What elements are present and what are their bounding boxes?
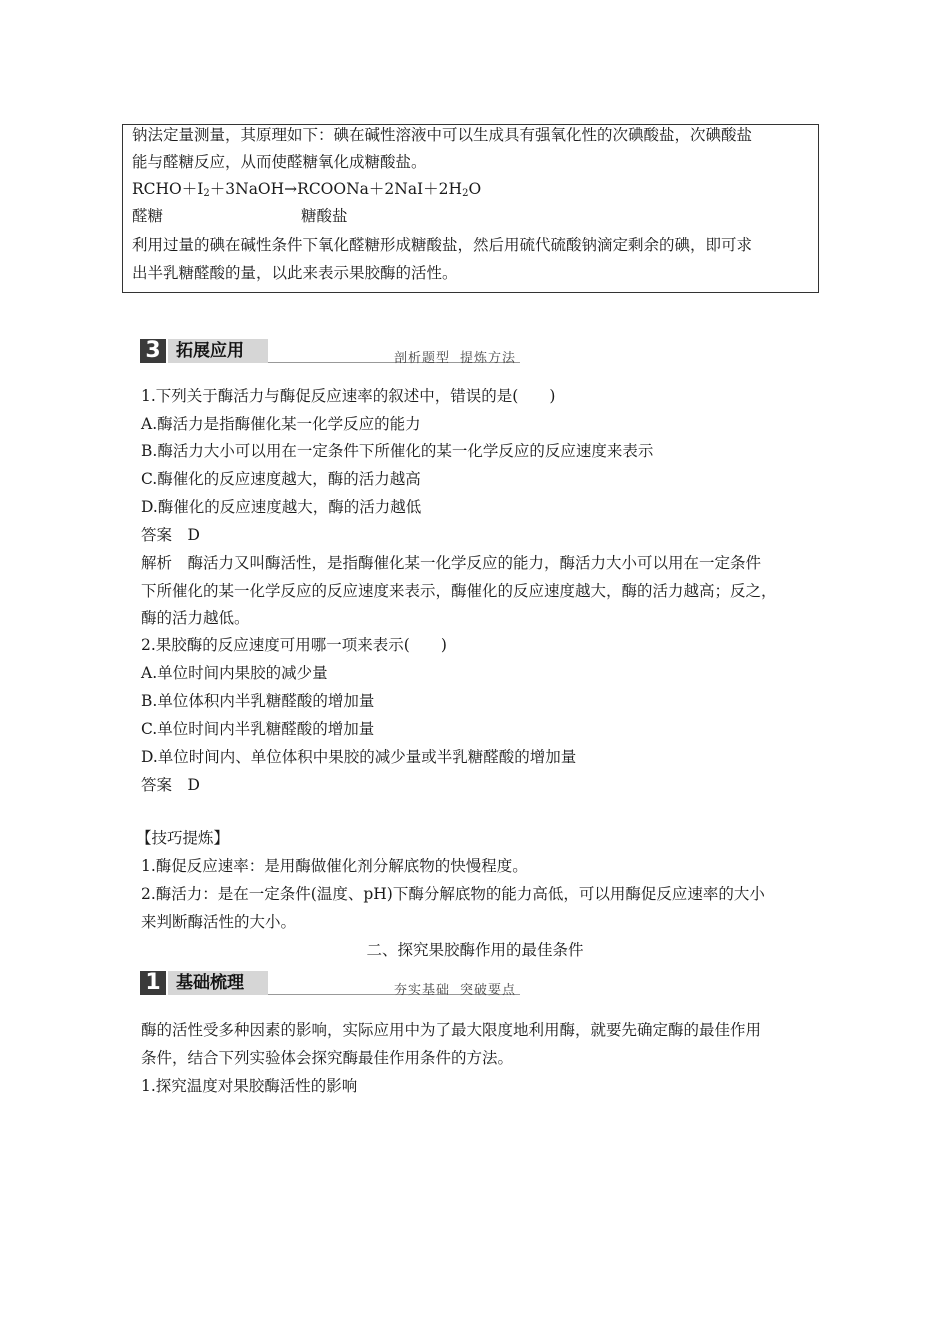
section-title: 拓展应用 [168, 339, 268, 363]
tips-item: 1.酶促反应速率：是用酶做催化剂分解底物的快慢程度。 [141, 857, 528, 875]
tips-heading: 【技巧提炼】 [136, 829, 230, 847]
option-d: D.酶催化的反应速度越大，酶的活力越低 [141, 498, 422, 516]
subtitle-part: 剖析题型 [393, 351, 450, 366]
section-number: 3 [140, 339, 166, 363]
box-line: 利用过量的碘在碱性条件下氧化醛糖形成糖酸盐，然后用硫代硫酸钠滴定剩余的碘，即可求 [132, 236, 753, 254]
tips-item: 2.酶活力：是在一定条件(温度、pH)下酶分解底物的能力高低，可以用酶促反应速率的大小 [141, 885, 765, 903]
section-header-basics [140, 970, 520, 998]
subtitle-part: 突破要点 [459, 983, 516, 998]
question-stem: 2.果胶酶的反应速度可用哪一项来表示( ) [141, 636, 447, 654]
box-line: 出半乳糖醛酸的量，以此来表示果胶酶的活性。 [132, 264, 458, 282]
option-a: A.单位时间内果胶的减少量 [141, 664, 328, 682]
box-line: 钠法定量测量，其原理如下：碘在碱性溶液中可以生成具有强氧化性的次碘酸盐，次碘酸盐 [132, 126, 753, 144]
eq-subscript: 2 [462, 188, 469, 199]
box-line: 能与醛糖反应，从而使醛糖氧化成糖酸盐。 [132, 153, 427, 171]
subtitle-part: 提炼方法 [459, 351, 516, 366]
option-b: B.酶活力大小可以用在一定条件下所催化的某一化学反应的反应速度来表示 [141, 442, 654, 460]
analysis-line: 下所催化的某一化学反应的反应速度来表示，酶催化的反应速度越大，酶的活力越高；反之， [141, 582, 777, 600]
equation-label-aldose: 醛糖 [132, 207, 164, 225]
subsection-heading: 1.探究温度对果胶酶活性的影响 [141, 1077, 358, 1095]
option-b: B.单位体积内半乳糖醛酸的增加量 [141, 692, 375, 710]
answer: 答案 D [141, 776, 200, 794]
option-d: D.单位时间内、单位体积中果胶的减少量或半乳糖醛酸的增加量 [141, 748, 577, 766]
eq-text: ＋3NaOH→RCOONa＋2NaI＋2H [209, 180, 463, 198]
eq-subscript: 2 [203, 188, 210, 199]
option-a: A.酶活力是指酶催化某一化学反应的能力 [141, 415, 421, 433]
subtitle-part: 夯实基础 [393, 983, 450, 998]
intro-line: 酶的活性受多种因素的影响，实际应用中为了最大限度地利用酶，就要先确定酶的最佳作用 [141, 1021, 762, 1039]
eq-text: O [468, 180, 482, 198]
section-title: 基础梳理 [168, 971, 268, 995]
eq-text: RCHO＋I [132, 180, 204, 198]
option-c: C.酶催化的反应速度越大，酶的活力越高 [141, 470, 421, 488]
analysis-line: 酶的活力越低。 [141, 609, 250, 627]
section-number: 1 [140, 971, 166, 995]
section-subtitle [394, 347, 516, 366]
chemical-equation [132, 179, 481, 204]
tips-item: 来判断酶活性的大小。 [141, 913, 297, 931]
answer: 答案 D [141, 526, 200, 544]
equation-label-glyconate: 糖酸盐 [301, 207, 348, 225]
part-title: 二、探究果胶酶作用的最佳条件 [366, 941, 584, 959]
question-stem: 1.下列关于酶活力与酶促反应速率的叙述中，错误的是( ) [141, 387, 556, 405]
principle-box [122, 124, 819, 293]
section-subtitle [394, 979, 516, 998]
analysis-line: 解析 酶活力又叫酶活性，是指酶催化某一化学反应的能力，酶活力大小可以用在一定条件 [141, 554, 762, 572]
section-header-extension [140, 338, 520, 366]
option-c: C.单位时间内半乳糖醛酸的增加量 [141, 720, 375, 738]
intro-line: 条件，结合下列实验体会探究酶最佳作用条件的方法。 [141, 1049, 514, 1067]
